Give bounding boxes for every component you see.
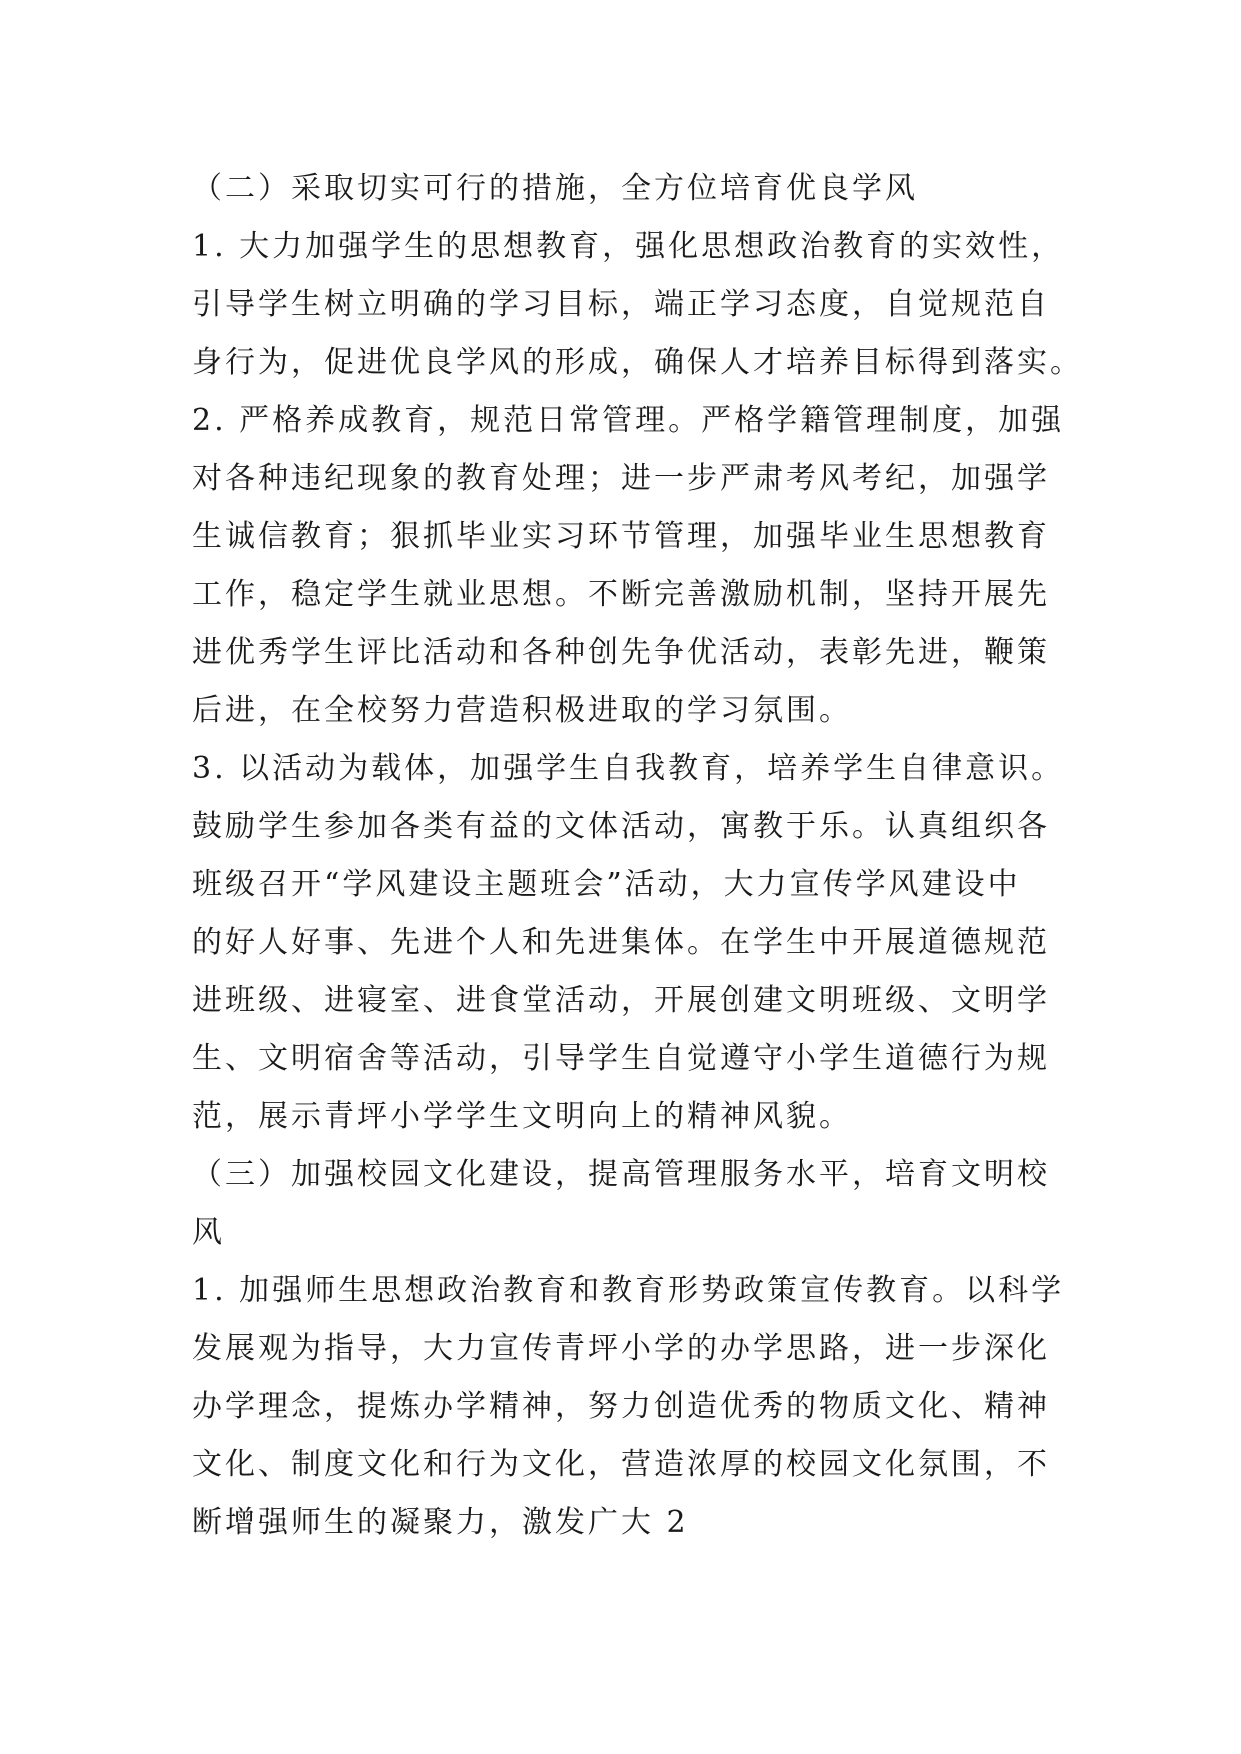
section-heading-3-continued: 风 bbox=[192, 1215, 225, 1250]
paragraph-line: 1. 大力加强学生的思想教育，强化思想政治教育的实效性， bbox=[192, 229, 1065, 264]
paragraph-line: 生、文明宿舍等活动，引导学生自觉遵守小学生道德行为规 bbox=[192, 1041, 1050, 1076]
section-heading-2: （二）采取切实可行的措施，全方位培育优良学风 bbox=[192, 171, 918, 206]
paragraph-line: 发展观为指导，大力宣传青坪小学的办学思路，进一步深化 bbox=[192, 1331, 1050, 1366]
paragraph-line: 对各种违纪现象的教育处理；进一步严肃考风考纪，加强学 bbox=[192, 461, 1050, 496]
document-body bbox=[192, 160, 1083, 1552]
paragraph-line: 1. 加强师生思想政治教育和教育形势政策宣传教育。以科学 bbox=[192, 1273, 1065, 1308]
paragraph-line: 身行为，促进优良学风的形成，确保人才培养目标得到落实。 bbox=[192, 345, 1083, 380]
paragraph-line: 后进，在全校努力营造积极进取的学习氛围。 bbox=[192, 693, 852, 728]
paragraph-line: 进班级、进寝室、进食堂活动，开展创建文明班级、文明学 bbox=[192, 983, 1050, 1018]
paragraph-line: 3. 以活动为载体，加强学生自我教育，培养学生自律意识。 bbox=[192, 751, 1065, 786]
paragraph-line-with-page-number: 断增强师生的凝聚力，激发广大 2 bbox=[192, 1505, 689, 1540]
paragraph-line: 范，展示青坪小学学生文明向上的精神风貌。 bbox=[192, 1099, 852, 1134]
section-heading-3: （三）加强校园文化建设，提高管理服务水平，培育文明校 bbox=[192, 1157, 1050, 1192]
paragraph-line: 引导学生树立明确的学习目标，端正学习态度，自觉规范自 bbox=[192, 287, 1050, 322]
paragraph-line: 文化、制度文化和行为文化，营造浓厚的校园文化氛围，不 bbox=[192, 1447, 1050, 1482]
paragraph-line: 班级召开“学风建设主题班会”活动，大力宣传学风建设中 bbox=[192, 867, 1021, 902]
paragraph-line: 生诚信教育；狠抓毕业实习环节管理，加强毕业生思想教育 bbox=[192, 519, 1050, 554]
paragraph-line: 办学理念，提炼办学精神，努力创造优秀的物质文化、精神 bbox=[192, 1389, 1050, 1424]
paragraph-line: 鼓励学生参加各类有益的文体活动，寓教于乐。认真组织各 bbox=[192, 809, 1050, 844]
paragraph-line: 2. 严格养成教育，规范日常管理。严格学籍管理制度，加强 bbox=[192, 403, 1065, 438]
paragraph-line: 进优秀学生评比活动和各种创先争优活动，表彰先进，鞭策 bbox=[192, 635, 1050, 670]
paragraph-line: 工作，稳定学生就业思想。不断完善激励机制，坚持开展先 bbox=[192, 577, 1050, 612]
paragraph-line: 的好人好事、先进个人和先进集体。在学生中开展道德规范 bbox=[192, 925, 1050, 960]
